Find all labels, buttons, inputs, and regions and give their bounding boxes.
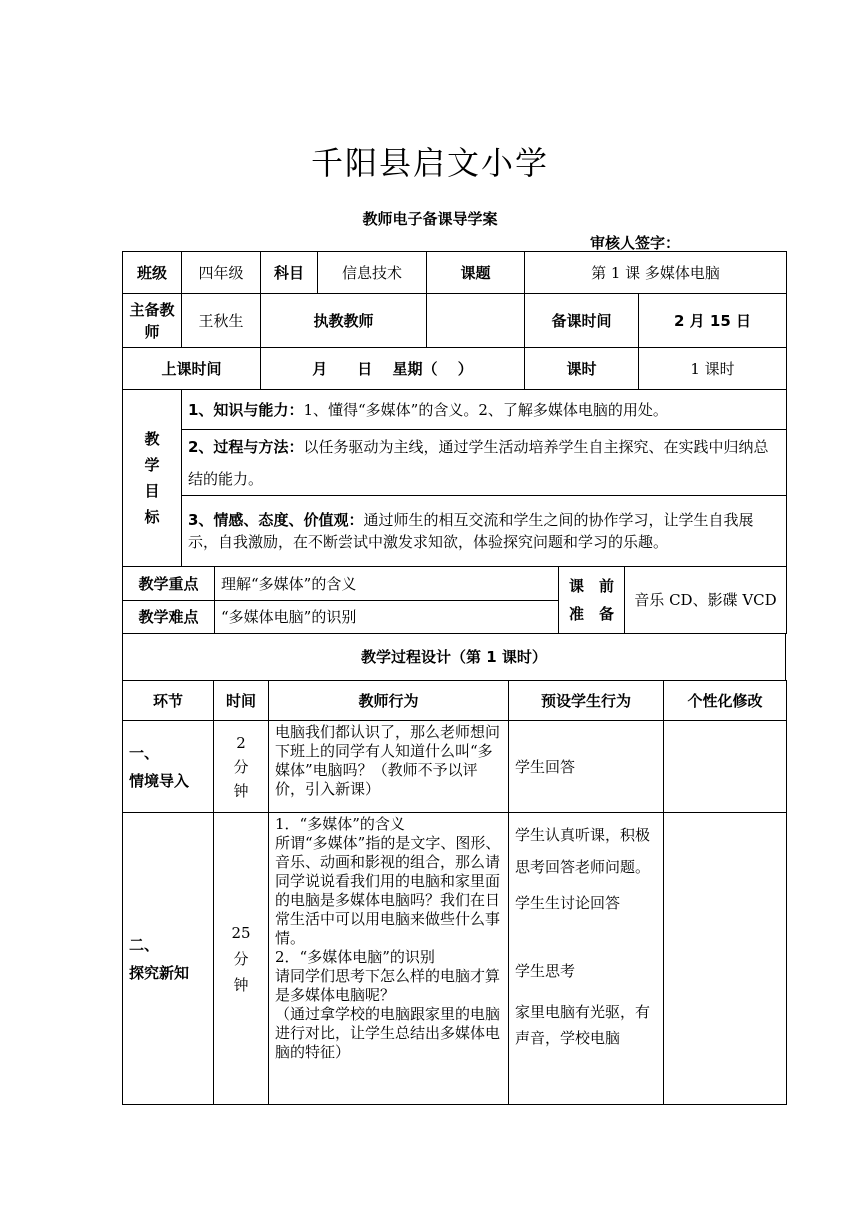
student-action-line: 学生思考 xyxy=(515,962,576,980)
table-row xyxy=(123,721,787,813)
class-value: 四年级 xyxy=(182,252,261,294)
stage-name: 情境导入 xyxy=(129,771,190,790)
student-action-cell xyxy=(509,721,664,813)
teacher-action-cell xyxy=(269,813,509,1105)
reviewer-signature-label: 审核人签字： xyxy=(590,234,681,252)
process-header-cell: 预设学生行为 xyxy=(509,681,664,721)
objectives-label xyxy=(123,390,182,567)
class-label: 班级 xyxy=(123,252,182,294)
teacher-action-line: 1．“多媒体”的含义 xyxy=(275,815,405,833)
time-line: 分 xyxy=(233,949,249,968)
stage-number: 一、 xyxy=(129,743,160,762)
time-line: 钟 xyxy=(233,975,249,994)
teaching-teacher-value xyxy=(427,294,525,348)
main-teacher-label: 主备教师 xyxy=(123,294,182,348)
student-action-line: 家里电脑有光驱，有声音，学校电脑 xyxy=(515,1003,651,1047)
difficulty-value: “多媒体电脑”的识别 xyxy=(215,601,559,634)
teacher-action-line: （通过拿学校的电脑跟家里的电脑进行对比，让学生总结出多媒体电脑的特征） xyxy=(275,1005,501,1061)
objective-title: 2、过程与方法： xyxy=(188,437,304,456)
class-time-value: 月 日 星期（ ） xyxy=(261,348,525,390)
objective-item xyxy=(182,430,787,496)
time-cell xyxy=(214,721,269,813)
stage-cell xyxy=(123,721,214,813)
preparation-label-line: 准 备 xyxy=(568,605,614,623)
process-title-table xyxy=(122,633,786,681)
school-name: 千阳县启文小学 xyxy=(310,144,549,182)
main-teacher-value: 王秋生 xyxy=(182,294,261,348)
student-action-line: 学生生讨论回答 xyxy=(515,894,621,912)
process-title: 教学过程设计（第 1 课时） xyxy=(123,634,786,681)
objective-text: 以任务驱动为主线，通过学生活动培养学生自主探究、在实践中归纳总结的能力。 xyxy=(188,437,769,488)
modify-cell xyxy=(664,721,787,813)
document-subtitle: 教师电子备课导学案 xyxy=(362,210,498,228)
student-action-cell xyxy=(509,813,664,1105)
teaching-teacher-label: 执教教师 xyxy=(261,294,427,348)
key-point-label: 教学重点 xyxy=(123,567,215,601)
topic-value: 第 1 课 多媒体电脑 xyxy=(525,252,787,294)
objective-title: 1、知识与能力： xyxy=(188,400,304,419)
class-time-label: 上课时间 xyxy=(123,348,261,390)
difficulty-label: 教学难点 xyxy=(123,601,215,634)
process-header-cell: 个性化修改 xyxy=(664,681,787,721)
preparation-label xyxy=(559,567,625,634)
time-line: 分 xyxy=(233,757,249,776)
modify-cell xyxy=(664,813,787,1105)
subject-value: 信息技术 xyxy=(318,252,427,294)
process-header-cell: 环节 xyxy=(123,681,214,721)
process-header-cell: 教师行为 xyxy=(269,681,509,721)
period-label: 课时 xyxy=(525,348,639,390)
process-header-cell: 时间 xyxy=(214,681,269,721)
table-row xyxy=(123,813,787,1105)
topic-label: 课题 xyxy=(427,252,525,294)
teacher-action-line: 所谓“多媒体”指的是文字、图形、音乐、动画和影视的组合，那么请同学说说看我们用的电脑和家里面的电脑是多媒体电脑吗？我们在日常生活中可以用电脑来做些什么事情。 xyxy=(275,834,501,947)
teacher-action-line: 2．“多媒体电脑”的识别 xyxy=(275,948,435,966)
key-point-value: 理解“多媒体”的含义 xyxy=(215,567,559,601)
preparation-value: 音乐 CD、影碟 VCD xyxy=(625,567,787,634)
stage-number: 二、 xyxy=(129,935,160,954)
prep-time-label: 备课时间 xyxy=(525,294,639,348)
time-cell xyxy=(214,813,269,1105)
teacher-action-line: 请同学们思考下怎么样的电脑才算是多媒体电脑呢？ xyxy=(275,967,501,1004)
stage-name: 探究新知 xyxy=(129,963,190,982)
process-table xyxy=(122,680,787,1105)
objective-item xyxy=(182,390,787,430)
objectives-label-text: 教学目标 xyxy=(144,430,160,526)
period-value: 1 课时 xyxy=(639,348,787,390)
time-line: 钟 xyxy=(233,781,249,800)
time-line: 25 xyxy=(231,923,251,942)
subject-label: 科目 xyxy=(261,252,318,294)
prep-time-value: 2 月 15 日 xyxy=(639,294,787,348)
student-action-line: 学生回答 xyxy=(515,757,576,776)
student-action-line: 学生认真听课，积极思考回答老师问题。 xyxy=(515,826,651,876)
objective-item xyxy=(182,496,787,567)
time-line: 2 xyxy=(236,733,246,752)
stage-cell xyxy=(123,813,214,1105)
objective-text: 1、懂得“多媒体”的含义。2、了解多媒体电脑的用处。 xyxy=(303,400,668,419)
preparation-label-line: 课 前 xyxy=(568,577,614,595)
objective-title: 3、情感、态度、价值观： xyxy=(188,511,364,529)
objective-text: 通过师生的相互交流和学生之间的协作学习，让学生自我展示，自我激励，在不断尝试中激发求知欲，体验探究问题和学习的乐趣。 xyxy=(188,511,754,551)
lesson-info-table xyxy=(122,251,787,567)
teacher-action-cell: 电脑我们都认识了，那么老师想问下班上的同学有人知道什么叫“多媒体”电脑吗？（教师不予以评价，引入新课） xyxy=(269,721,509,813)
focus-table xyxy=(122,566,787,634)
